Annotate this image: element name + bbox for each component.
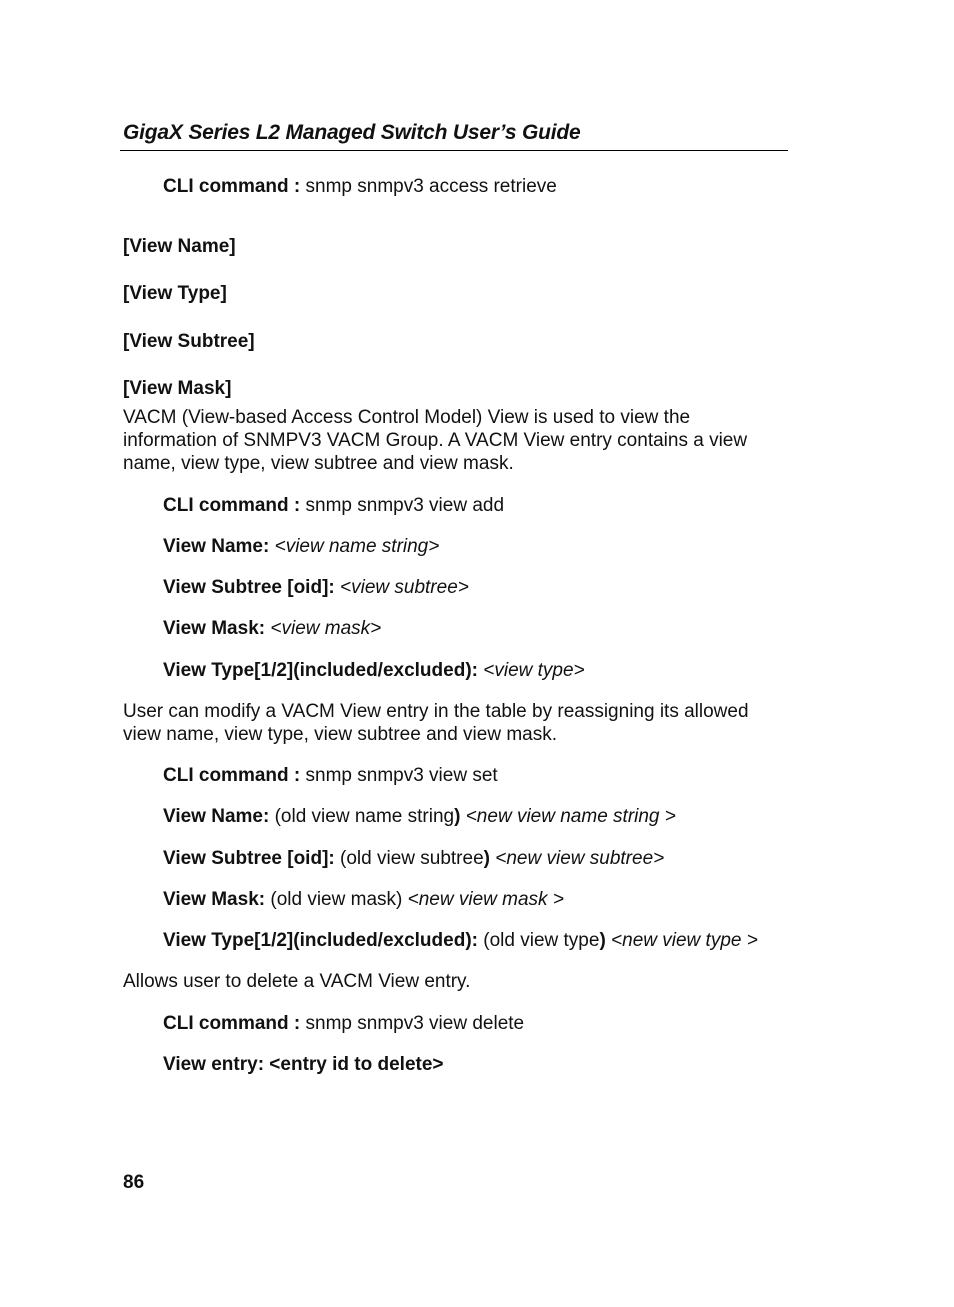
add-view-mask-line (163, 617, 381, 640)
view-subtree-label: View Subtree [oid]: (163, 577, 335, 598)
set-view-name-line (163, 805, 676, 828)
add-view-type-line (163, 659, 585, 682)
view-subtree-paren: ) (483, 848, 490, 869)
view-name-value: <view name string> (274, 536, 440, 557)
intro-paragraph: VACM (View-based Access Control Model) View is used to view the information of SNMPV3 VACM Group. A VACM View entry contains a view name, view type, view subtree and view mask. (123, 407, 748, 474)
view-subtree-label: View Subtree [oid]: (163, 848, 335, 869)
page-header-title: GigaX Series L2 Managed Switch User’s Guide (123, 121, 581, 144)
view-type-label: View Type[1/2](included/excluded): (163, 930, 478, 951)
view-subtree-value: <view subtree> (340, 577, 469, 598)
add-view-name-line (163, 535, 439, 558)
delete-paragraph: Allows user to delete a VACM View entry. (123, 971, 471, 992)
add-cli-line (163, 494, 504, 517)
add-view-subtree-line (163, 576, 469, 599)
view-mask-label: View Mask: (163, 889, 266, 910)
view-subtree-old: (old view subtree (334, 848, 484, 869)
set-view-subtree-line (163, 847, 664, 870)
view-name-label: View Name: (163, 536, 270, 557)
delete-view-entry-line (163, 1053, 444, 1076)
view-name-new: <new view name string > (460, 806, 676, 827)
cli-value: snmp snmpv3 view add (300, 495, 505, 516)
view-type-label: View Type[1/2](included/excluded): (163, 660, 478, 681)
view-name-old: (old view name string (269, 806, 455, 827)
cli-value: snmp snmpv3 access retrieve (300, 176, 557, 197)
view-type-paren: ) (599, 930, 606, 951)
field-view-subtree-label: [View Subtree] (123, 331, 255, 352)
set-view-mask-line (163, 888, 564, 911)
view-type-new: <new view type > (605, 930, 758, 951)
cli-value: snmp snmpv3 view delete (300, 1013, 525, 1034)
cli-label: CLI command : (163, 1013, 301, 1034)
view-type-old: (old view type (477, 930, 600, 951)
cli-label: CLI command : (163, 765, 301, 786)
view-name-paren: ) (454, 806, 461, 827)
field-view-type-label: [View Type] (123, 283, 227, 304)
retrieve-cli-line (163, 175, 557, 198)
header-rule (120, 150, 788, 151)
view-subtree-new: <new view subtree> (489, 848, 665, 869)
view-type-value: <view type> (483, 660, 585, 681)
view-entry-label: View entry: <entry id to delete> (163, 1054, 444, 1075)
field-view-name-label: [View Name] (123, 236, 236, 257)
view-name-label: View Name: (163, 806, 270, 827)
cli-label: CLI command : (163, 495, 301, 516)
field-view-subtree (123, 330, 255, 353)
field-view-name (123, 235, 236, 258)
view-mask-label: View Mask: (163, 618, 266, 639)
field-view-type (123, 282, 227, 305)
view-mask-new: <new view mask > (402, 889, 564, 910)
set-view-type-line (163, 929, 758, 952)
cli-value: snmp snmpv3 view set (300, 765, 498, 786)
set-cli-line (163, 764, 498, 787)
modify-paragraph: User can modify a VACM View entry in the table by reassigning its allowed view name, view type, view subtree and view mask. (123, 701, 749, 745)
page-number: 86 (123, 1172, 145, 1193)
delete-cli-line (163, 1012, 524, 1035)
view-mask-old: (old view mask) (265, 889, 403, 910)
field-view-mask-label: [View Mask] (123, 378, 232, 399)
field-view-mask (123, 377, 231, 400)
view-mask-value: <view mask> (270, 618, 382, 639)
cli-label: CLI command : (163, 176, 301, 197)
